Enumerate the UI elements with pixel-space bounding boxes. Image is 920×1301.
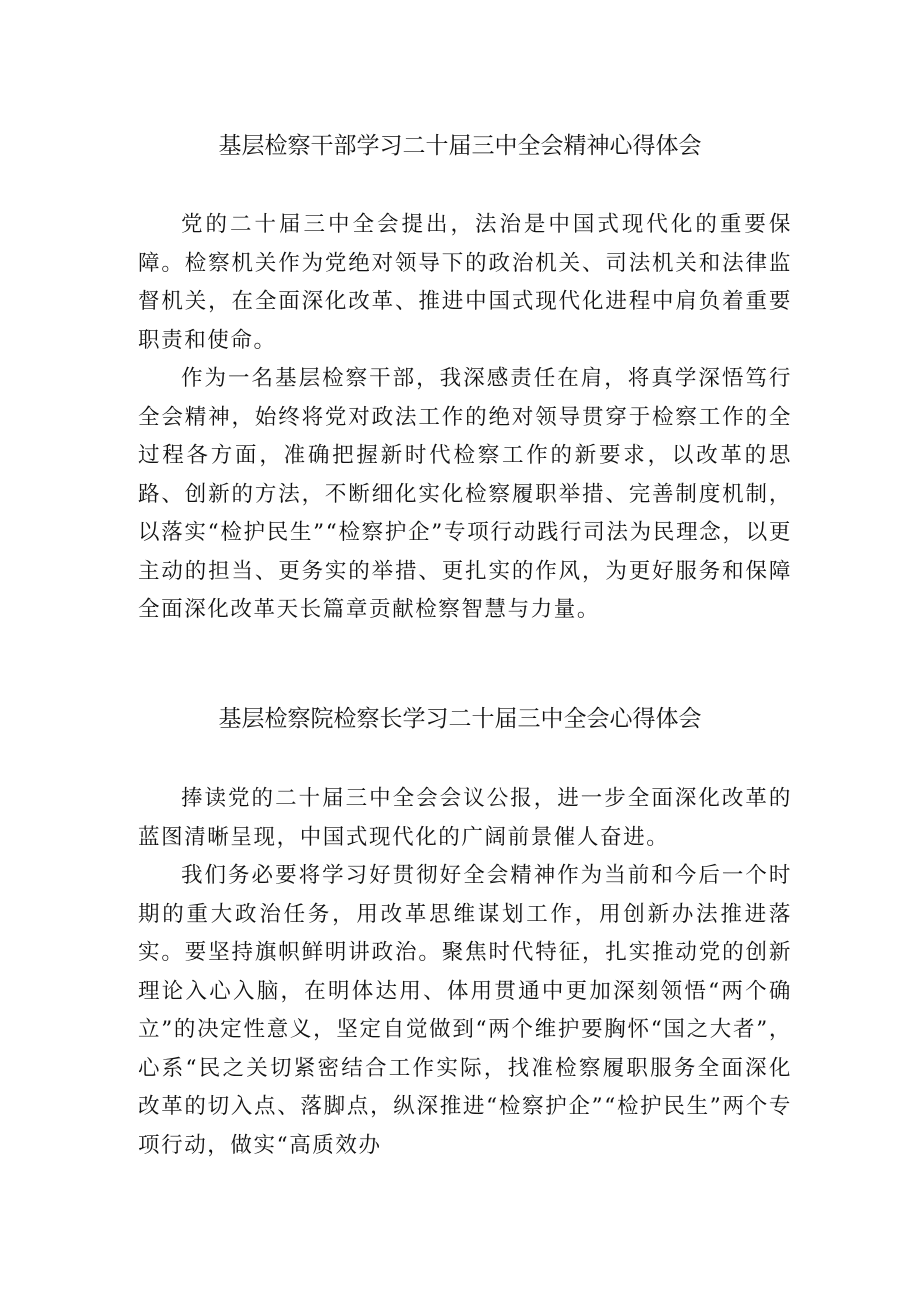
section-body-1 [138,206,792,630]
paragraph: 我们务必要将学习好贯彻好全会精神作为当前和今后一个时期的重大政治任务，用改革思维谋划工作，用创新办法推进落实。要坚持旗帜鲜明讲政治。聚焦时代特征，扎实推动党的创新理论入心入脑，在明体达用、体用贯通中更加深刻领悟“两个确立”的决定性意义，坚定自觉做到“两个维护要胸怀“国之大者”，心系“民之关切紧密结合工作实际，找准检察履职服务全面深化改革的切入点、落脚点，纵深推进“检察护企”“检护民生”两个专项行动，做实“高质效办 [138,863,792,1158]
section-body-2 [138,780,792,1165]
section-title-1: 基层检察干部学习二十届三中全会精神心得体会 [218,133,702,159]
paragraph: 党的二十届三中全会提出，法治是中国式现代化的重要保障。检察机关作为党绝对领导下的政治机关、司法机关和法律监督机关，在全面深化改革、推进中国式现代化进程中肩负着重要职责和使命。 [138,212,792,353]
paragraph: 作为一名基层检察干部，我深感责任在肩，将真学深悟笃行全会精神，始终将党对政法工作的绝对领导贯穿于检察工作的全过程各方面，准确把握新时代检察工作的新要求，以改革的思路、创新的方法，不断细化实化检察履职举措、完善制度机制，以落实“检护民生”“检察护企”专项行动践行司法为民理念，以更主动的担当、更务实的举措、更扎实的作风，为更好服务和保障全面深化改革天长篇章贡献检察智慧与力量。 [138,366,792,622]
paragraph: 捧读党的二十届三中全会会议公报，进一步全面深化改革的蓝图清晰呈现，中国式现代化的广阔前景催人奋进。 [138,786,792,850]
section-title-2: 基层检察院检察长学习二十届三中全会心得体会 [218,706,702,732]
